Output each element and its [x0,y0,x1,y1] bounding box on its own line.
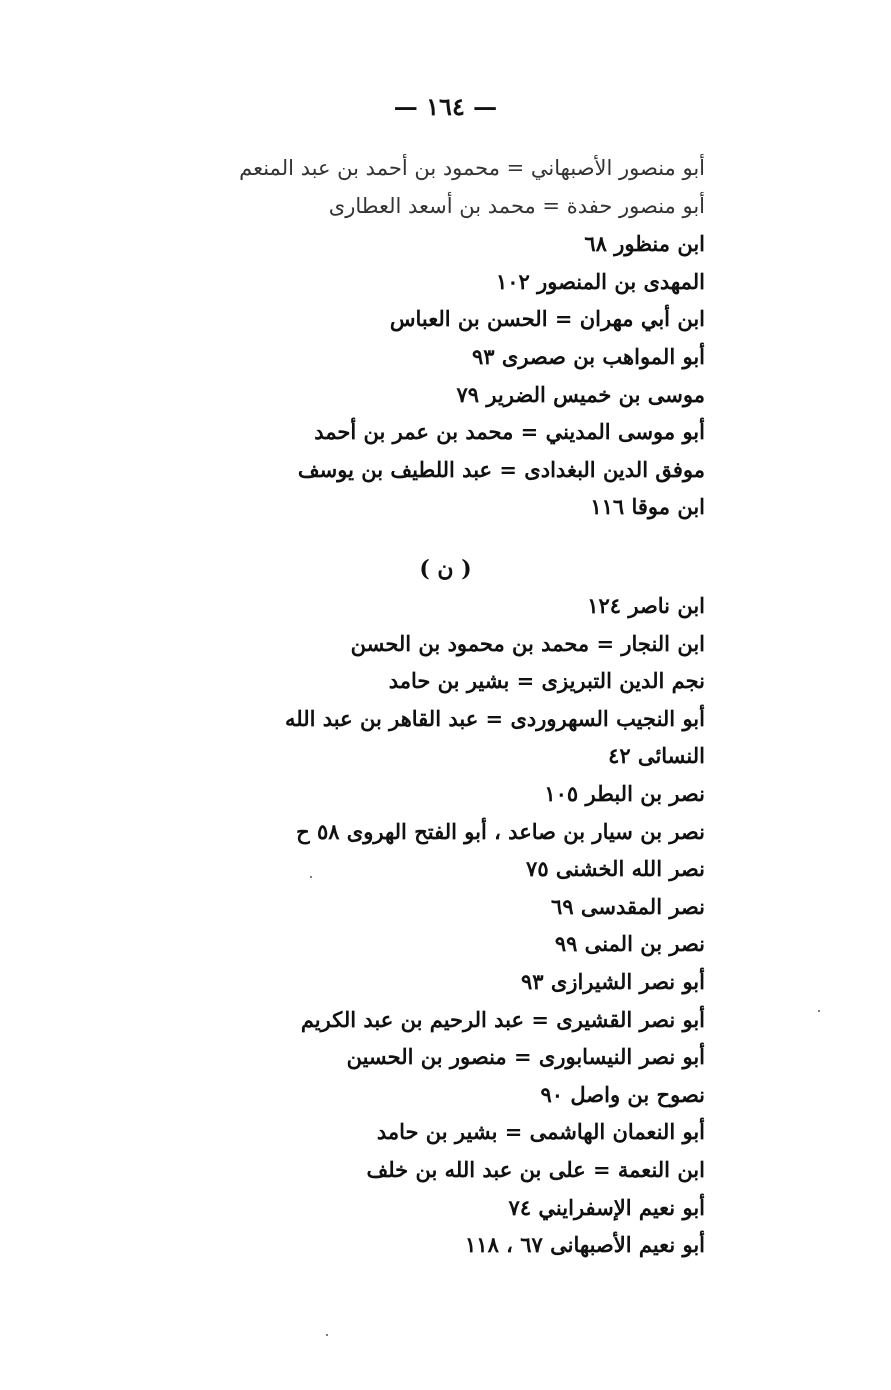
index-entry: أبو نعيم الأصبهانى ٦٧ ، ١١٨ [465,1232,705,1258]
index-entry: أبو منصور حفدة = محمد بن أسعد العطارى [328,193,705,218]
index-entry: النسائى ٤٢ [608,743,705,769]
index-entry: نصر بن البطر ١٠٥ [544,780,705,806]
index-list-before [239,150,705,526]
index-entry: نصر الله الخشنى ٧٥ [526,856,705,882]
speck-mark [818,1010,820,1012]
index-entry: أبو نصر القشيرى = عبد الرحيم بن عبد الكريم [300,1006,705,1032]
index-entry: ابن موقا ١١٦ [590,494,705,520]
index-entry: المهدى بن المنصور ١٠٢ [495,268,705,294]
index-entry: نصر بن سيار بن صاعد ، أبو الفتح الهروى ٥٨ ح [296,818,705,844]
index-list-after [245,587,705,1264]
index-entry: ابن منظور ٦٨ [584,231,705,257]
section-letter-heading: ( ن ) [419,556,472,582]
index-entry: نصر بن المنى ٩٩ [554,931,705,957]
index-entry: أبو نعيم الإسفرايني ٧٤ [508,1194,705,1220]
index-entry: موسى بن خميس الضرير ٧٩ [456,381,705,407]
index-entry: ابن ناصر ١٢٤ [587,593,705,618]
index-entry: أبو منصور الأصبهاني = محمود بن أحمد بن عبد المنعم [239,156,705,180]
index-entry: أبو المواهب بن صصرى ٩٣ [472,343,705,369]
index-entry: أبو النعمان الهاشمى = بشير بن حامد [376,1119,705,1145]
index-entry: أبو نصر النيسابورى = منصور بن الحسين [346,1044,705,1070]
index-entry: أبو موسى المديني = محمد بن عمر بن أحمد [314,419,705,445]
index-entry: ابن النجار = محمد بن محمود بن الحسن [350,630,705,656]
index-entry: نصر المقدسى ٦٩ [551,893,705,919]
index-entry: نصوح بن واصل ٩٠ [540,1081,705,1107]
speck-mark [326,1334,328,1336]
index-entry: ابن أبي مهران = الحسن بن العباس [389,306,705,332]
index-entry: موفق الدين البغدادى = عبد اللطيف بن يوسف [297,456,705,482]
index-entry: أبو نصر الشيرازى ٩٣ [521,968,705,994]
index-entry: أبو النجيب السهروردى = عبد القاهر بن عبد الله [285,705,705,731]
index-entry: ابن النعمة = على بن عبد الله بن خلف [366,1156,705,1182]
page-number: — ١٦٤ — [393,92,498,121]
index-entry: نجم الدين التبريزى = بشير بن حامد [388,668,705,694]
speck-mark [310,876,312,878]
